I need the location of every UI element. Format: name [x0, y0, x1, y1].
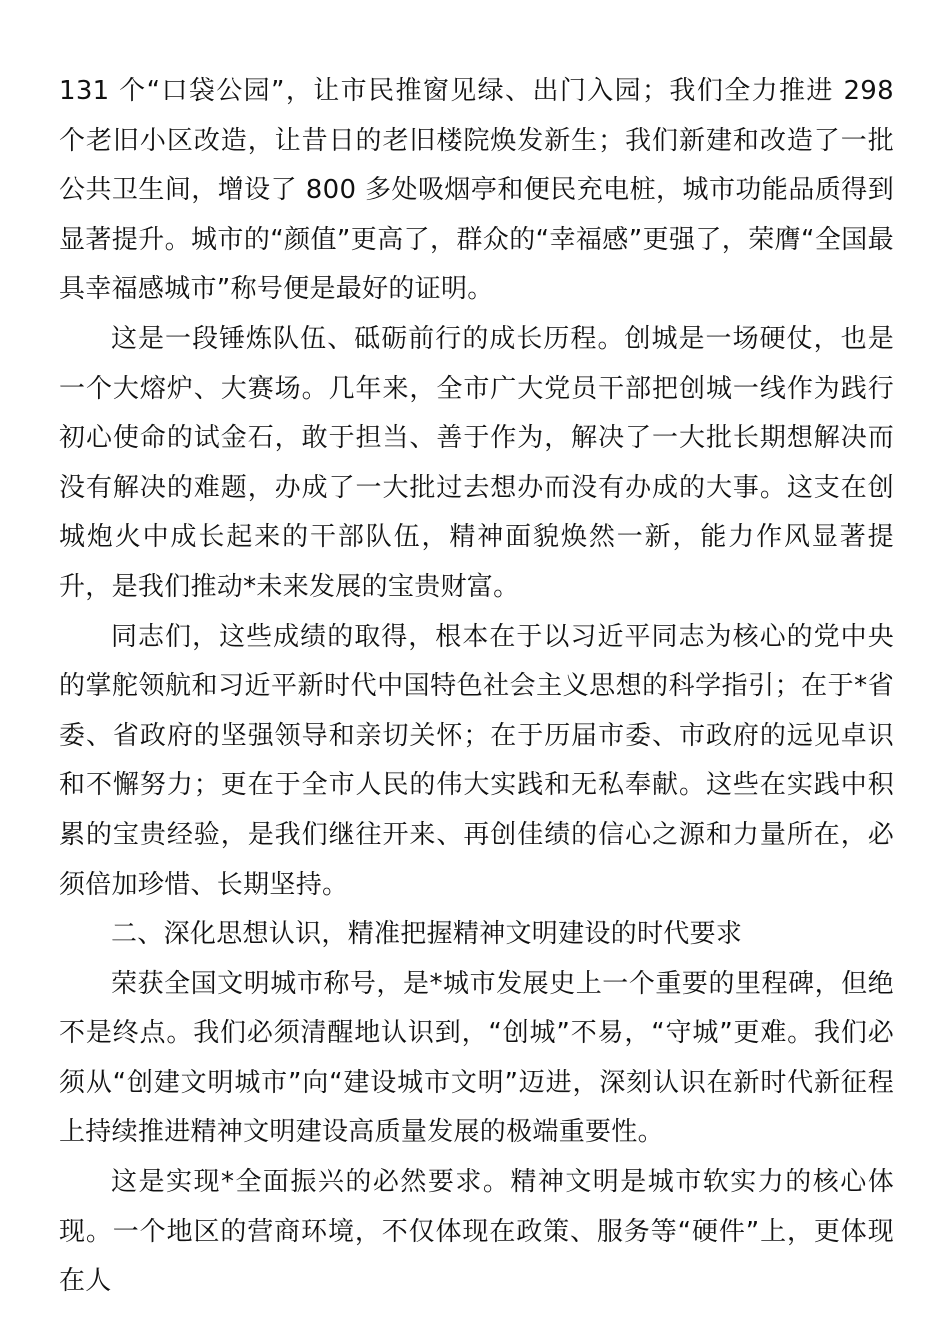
document-body — [59, 67, 894, 1307]
paragraph: 同志们，这些成绩的取得，根本在于以习近平同志为核心的党中央的掌舵领航和习近平新时代中国特色社会主义思想的科学指引；在于*省委、省政府的坚强领导和亲切关怀；在于历届市委、市政府的远见卓识和不懈努力；更在于全市人民的伟大实践和无私奉献。这些在实践中积累的宝贵经验，是我们继往开来、再创佳绩的信心之源和力量所在，必须倍加珍惜、长期坚持。 — [59, 621, 894, 900]
paragraph: 这是实现*全面振兴的必然要求。精神文明是城市软实力的核心体现。一个地区的营商环境，不仅体现在政策、服务等“硬件”上，更体现在人 — [59, 1167, 894, 1297]
paragraph: 这是一段锤炼队伍、砥砺前行的成长历程。创城是一场硬仗，也是一个大熔炉、大赛场。几年来，全市广大党员干部把创城一线作为践行初心使命的试金石，敢于担当、善于作为，解决了一大批长期想解决而没有解决的难题，办成了一大批过去想办而没有办成的大事。这支在创城炮火中成长起来的干部队伍，精神面貌焕然一新，能力作风显著提升，是我们推动*未来发展的宝贵财富。 — [59, 323, 894, 602]
paragraph-continued: 131 个“口袋公园”，让市民推窗见绿、出门入园；我们全力推进 298 个老旧小区改造，让昔日的老旧楼院焕发新生；我们新建和改造了一批公共卫生间，增设了 800 多处吸烟亭和便民充电桩，城市功能品质得到显著提升。城市的“颜值”更高了，群众的“幸福感”更强了，荣膺“全国最具幸福感城市”称号便是最好的证明。 — [59, 76, 894, 305]
paragraph: 荣获全国文明城市称号，是*城市发展史上一个重要的里程碑，但绝不是终点。我们必须清醒地认识到，“创城”不易，“守城”更难。我们必须从“创建文明城市”向“建设城市文明”迈进，深刻认识在新时代新征程上持续推进精神文明建设高质量发展的极端重要性。 — [59, 968, 894, 1148]
section-heading: 二、深化思想认识，精准把握精神文明建设的时代要求 — [111, 919, 743, 950]
